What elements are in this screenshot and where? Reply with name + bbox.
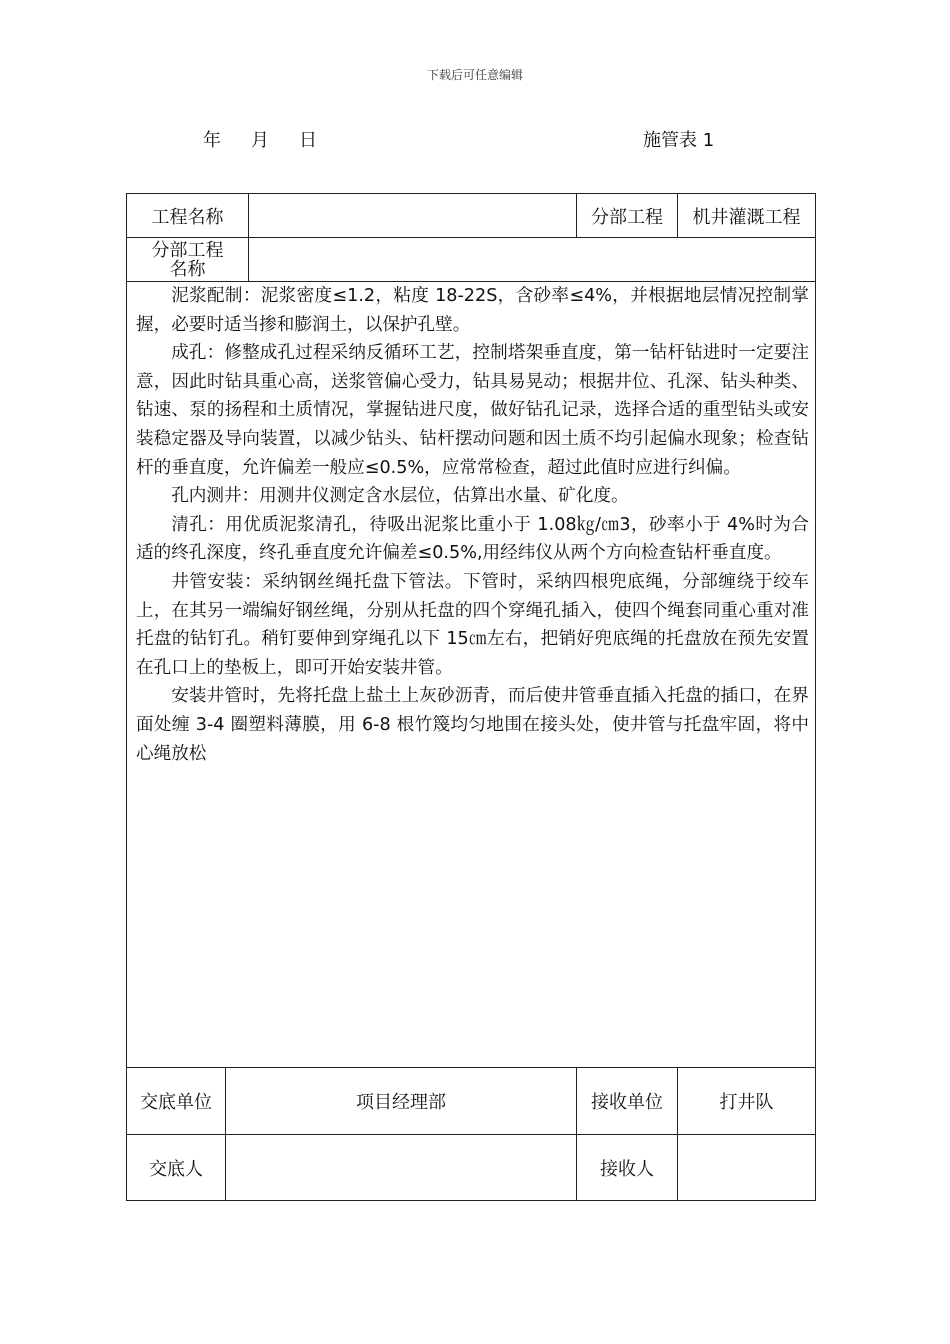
receiver-unit-label: 接收单位: [577, 1068, 678, 1135]
date-line: [203, 126, 317, 152]
handover-unit-value: 项目经理部: [226, 1068, 577, 1135]
handover-unit-label: 交底单位: [127, 1068, 226, 1135]
receiver-person-label: 接收人: [577, 1135, 678, 1201]
form-number: 施管表 1: [643, 130, 715, 151]
briefing-content: [127, 282, 816, 1068]
handover-person-value: [226, 1135, 577, 1201]
paragraph-pipe-fixing: 安装井管时，先将托盘上盐土上灰砂沥青，而后使井管垂直插入托盘的插口，在界面处缠 3-4 圈塑料薄膜，用 6-8 根竹篾均匀地围在接头处，使井管与托盘牢固，将中心绳放松: [136, 686, 809, 764]
construction-briefing-form: [126, 193, 816, 1201]
date-month: 月: [251, 130, 269, 151]
receiver-person-value: [678, 1135, 816, 1201]
sub-division-label-line2: 名称: [169, 258, 206, 280]
division-value: 机井灌溉工程: [678, 194, 816, 238]
sub-division-label: [127, 238, 249, 282]
paragraph-cleaning: 清孔：用优质泥浆清孔，待吸出泥浆比重小于 1.08㎏/㎝3，砂率小于 4%时为合适的终孔深度，终孔垂直度允许偏差≤0.5%,用经纬仪从两个方向检查钻杆垂直度。: [136, 514, 809, 564]
sub-division-value: [249, 238, 816, 282]
division-label: 分部工程: [577, 194, 678, 238]
date-day: 日: [299, 130, 317, 151]
handover-person-label: 交底人: [127, 1135, 226, 1201]
paragraph-drilling: 成孔：修整成孔过程采纳反循环工艺，控制塔架垂直度，第一钻杆钻进时一定要注意，因此时钻具重心高，送浆管偏心受力，钻具易晃动；根据井位、孔深、钻头种类、钻速、泵的扬程和土质情况，掌握钻进尺度，做好钻孔记录，选择合适的重型钻头或安装稳定器及导向装置，以减少钻头、钻杆摆动问题和因土质不均引起偏水现象；检查钻杆的垂直度，允许偏差一般应≤0.5%，应常常检查，超过此值时应进行纠偏。: [136, 343, 809, 478]
paragraph-pipe-install: 井管安装：采纳钢丝绳托盘下管法。下管时，采纳四根兜底绳，分部缠绕于绞车上，在其另一端编好钢丝绳，分别从托盘的四个穿绳孔插入，使四个绳套同重心重对准托盘的钻钉孔。稍钉要伸到穿绳孔以下 15㎝左右，把销好兜底绳的托盘放在预先安置在孔口上的垫板上，即可开始安装井管。: [136, 571, 809, 678]
sub-division-label-line1: 分部工程: [151, 239, 224, 261]
paragraph-mud: 泥浆配制：泥浆密度≤1.2，粘度 18-22S，含砂率≤4%，并根据地层情况控制掌握，必要时适当掺和膨润土，以保护孔壁。: [136, 286, 809, 335]
project-name-label: 工程名称: [127, 194, 249, 238]
date-year: 年: [203, 130, 221, 151]
paragraph-logging: 孔内测井：用测井仪测定含水层位，估算出水量、矿化度。: [171, 486, 629, 507]
project-name-value: [249, 194, 577, 238]
header-note: 下载后可任意编辑: [426, 68, 523, 82]
receiver-unit-value: 打井队: [678, 1068, 816, 1135]
